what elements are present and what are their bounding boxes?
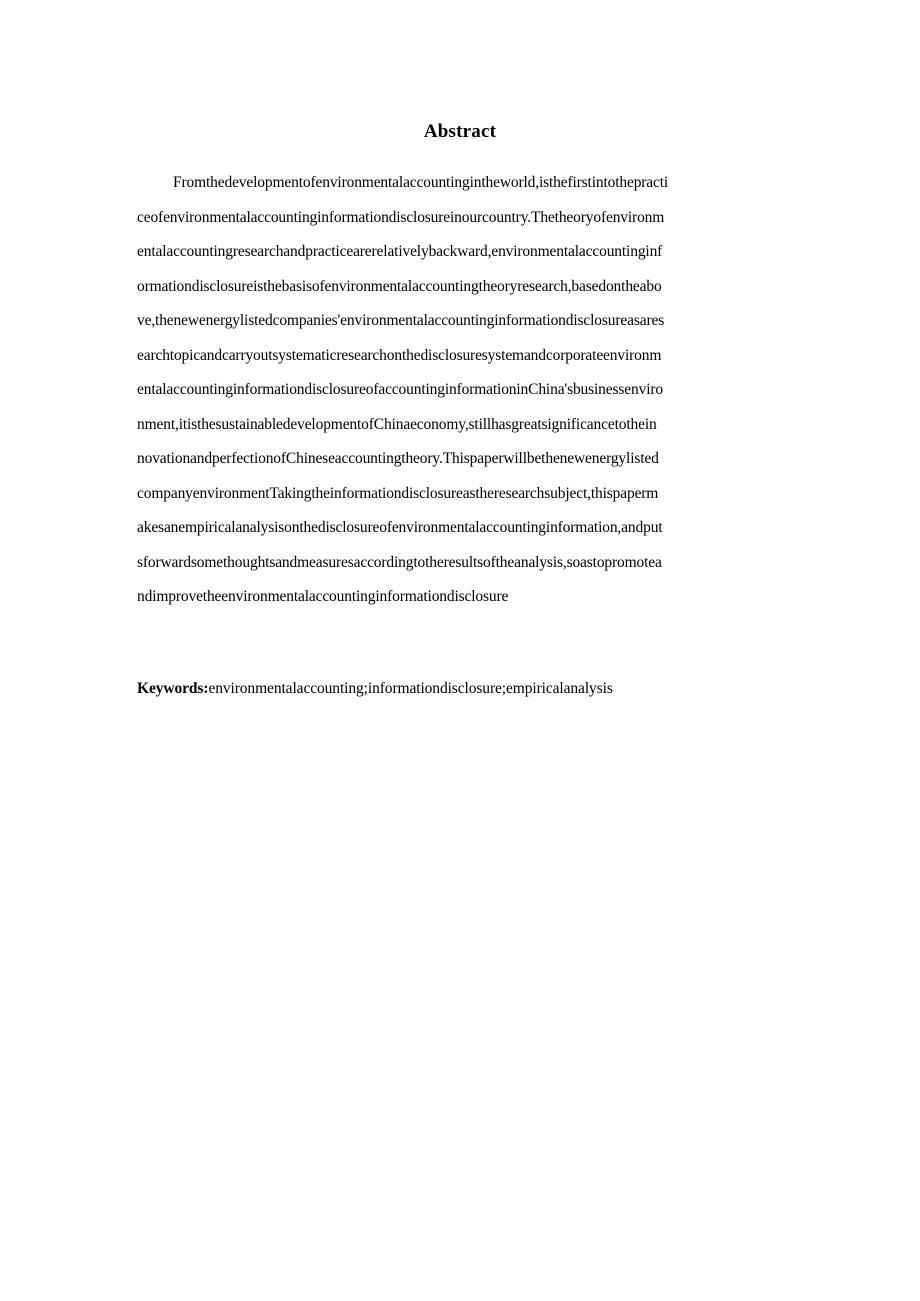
abstract-line: Fromthedevelopmentofenvironmentalaccountingintheworld,isthefirstintothepracti [173,174,669,191]
abstract-line: ceofenvironmentalaccountinginformationdisclosureinourcountry.Thetheoryofenvironm [137,208,665,226]
abstract-line: entalaccountinginformationdisclosureofaccountinginformationinChina'sbusinessenviro [137,381,663,398]
abstract-line: earchtopicandcarryoutsystematicresearchonthedisclosuresystemandcorporateenvironm [137,346,662,364]
keywords-text: environmentalaccounting;informationdisclosure;empiricalanalysis [208,680,613,697]
abstract-line: companyenvironmentTakingtheinformationdisclosureastheresearchsubject,thispaperm [137,484,659,502]
abstract-title: Abstract [423,121,497,142]
abstract-line: entalaccountingresearchandpracticearerelativelybackward,environmentalaccountinginf [137,243,663,260]
keywords-label: Keywords: [137,680,209,697]
abstract-line: nment,itisthesustainabledevelopmentofChinaeconomy,stillhasgreatsignificancetothein [137,415,657,433]
abstract-line: novationandperfectionofChineseaccountingtheory.Thispaperwillbethenewenergylisted [137,450,659,467]
abstract-line: ormationdisclosureisthebasisofenvironmentalaccountingtheoryresearch,basedontheabo [137,277,662,295]
abstract-body [137,170,787,619]
abstract-line: ve,thenewenergylistedcompanies'environmentalaccountinginformationdisclosureasares [137,312,665,329]
abstract-line: sforwardsomethoughtsandmeasuresaccordingtotheresultsoftheanalysis,soastopromotea [137,553,662,571]
abstract-line: ndimprovetheenvironmentalaccountinginformationdisclosure [137,588,509,605]
abstract-line: akesanempiricalanalysisonthedisclosureofenvironmentalaccountinginformation,andput [137,519,663,536]
keywords-line [137,676,613,702]
